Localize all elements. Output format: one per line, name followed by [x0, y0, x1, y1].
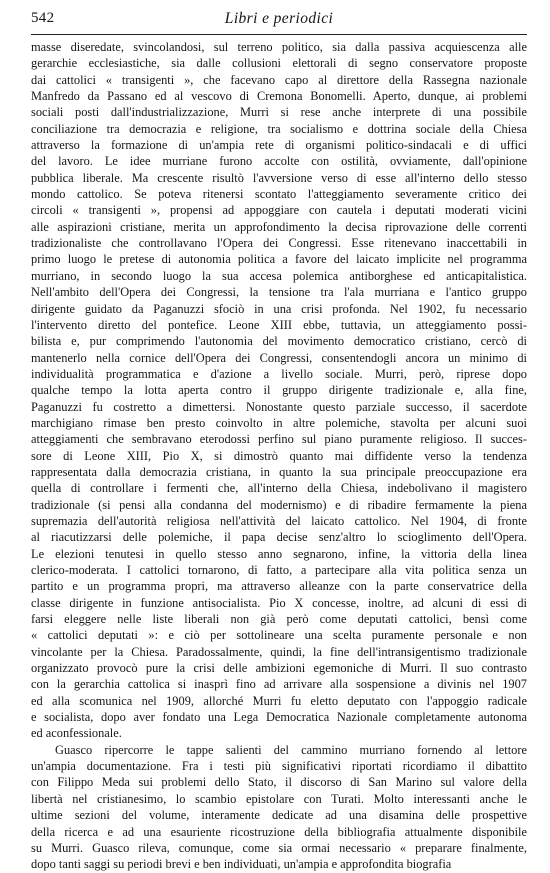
book-page: [31, 8, 527, 873]
text-line: un'ampia documentazione. Fra i testi più significativi riportati ricordiamo il dibattito: [31, 759, 527, 774]
text-line: della ricerca e ad una esauriente ricostruzione della bibliografia attualmente disponibile: [31, 824, 527, 839]
text-line: circoli « transigenti », propensi ad appoggiare con cautela i deputati moderati vicini: [31, 203, 527, 218]
text-line: classe dirigente in funzione antisocialista. Pio X concesse, inoltre, ad alcuni di essi di: [31, 595, 527, 610]
text-line: del lavoro. Le idee murriane furono accolte con ostilità, ovviamente, dall'opinione: [31, 154, 527, 169]
text-line: « cattolici deputati »: e ciò per sottolineare una scelta puramente personale e non: [31, 628, 527, 643]
text-line: dirigente guidato da Paganuzzi sfociò in una crisi profonda. Nel 1902, fu necessario: [31, 301, 527, 316]
body-text: [31, 39, 527, 873]
text-line: alle aspirazioni cristiane, merita un approfondimento la decisa riprovazione delle correnti: [31, 219, 527, 234]
text-line: con Filippo Meda sui problemi dello Stato, il discorso di San Marino sul valore della: [31, 775, 527, 790]
text-line: Manfredo da Passano ed al vescovo di Cremona Bonomelli. Aperto, dunque, ai problemi: [31, 89, 527, 104]
text-line: marchigiano rimase ben presto coinvolto in altre polemiche, stavolta per alcuni suoi: [31, 415, 527, 430]
text-line: Guasco ripercorre le tappe salienti del cammino murriano fornendo al lettore: [55, 742, 527, 757]
text-line: partito e un programma propri, ma attraverso alleanze con la parte conservatrice della: [31, 579, 527, 594]
text-line: mantenerlo nella cornice dell'Opera dei Congressi, consentendogli ancora un minimo di: [31, 350, 527, 365]
page-number: 542: [31, 10, 55, 26]
text-line: libertà nel cristianesimo, lo scambio epistolare con Turati. Molto interessanti anche le: [31, 791, 527, 806]
text-line: mondo cattolico. Se poteva ritenersi scontato l'atteggiamento severamente critico dei: [31, 187, 527, 202]
text-line: con la gerarchia cattolica si inasprì fino ad arrivare alla sospensione a divinis nel 1907: [31, 677, 527, 692]
text-line: dopo tanti saggi su periodi brevi e ben individuati, un'ampia e approfondita biografia: [31, 857, 452, 872]
text-line: supremazia dell'autorità religiosa nell'attività del laicato cattolico. Nel 1904, di fronte: [31, 513, 527, 528]
text-line: tradizionale (si pensi alla condanna del modernismo) e di ribadire fermamente la piena: [31, 497, 527, 512]
text-line: rappresentata dalla democrazia cristiana, in quanto la sua principale preoccupazione era: [31, 464, 527, 479]
text-line: l'intervento diretto del pontefice. Leone XIII ebbe, tuttavia, un atteggiamento possi-: [31, 317, 527, 332]
text-line: gerarchie ecclesiastiche, sia dalle collusioni elettorali di segno conservatore proposte: [31, 56, 527, 71]
text-line: quella di controllare i fermenti che, all'interno della Chiesa, indebolivano il magistero: [31, 481, 527, 496]
text-line: tradizionaliste che controllavano l'Opera dei Congressi. Esse ritenevano inaccettabili in: [31, 236, 527, 251]
text-line: organizzato provocò pure la crisi delle ambizioni egemoniche di Murri. Il suo contrasto: [31, 661, 527, 676]
text-line: al riacutizzarsi delle polemiche, il papa decise senz'altro lo scioglimento dell'Opera.: [31, 530, 527, 545]
text-line: ed alla scomunica nel 1909, allorché Murri fu eletto deputato con l'appoggio radicale: [31, 693, 527, 708]
running-title: Libri e periodici: [224, 10, 334, 27]
text-line: Le elezioni tenutesi in quello stesso anno segnarono, infine, la vittoria della linea: [31, 546, 527, 561]
text-line: dai cattolici « transigenti », che facevano capo al direttore della Rassegna nazionale: [31, 72, 527, 87]
text-line: individualità programmatica e d'azione a livello sociale. Murri, però, riprese dopo: [31, 366, 527, 381]
text-line: murriano, in secondo luogo la sua accesa polemica antiborghese ed anticapitalistica.: [31, 268, 527, 283]
text-line: vincolante per la Chiesa. Paradossalmente, quindi, la fine dell'intransigentismo tradizionale: [31, 644, 527, 659]
text-line: attraverso la formazione di un'ampia rete di organismi politico-sindacali e di uffici: [31, 138, 527, 153]
text-line: sore di Leone XIII, Pio X, si dimostrò quanto mai diffidente verso la tendenza: [31, 448, 527, 463]
text-line: clerico-moderata. I cattolici tornarono, di fatto, a partecipare alla vita politica senza un: [31, 563, 527, 577]
paragraph: [31, 39, 527, 742]
paragraph: [31, 742, 527, 873]
running-head: [31, 8, 527, 35]
text-line: e socialista, dopo aver fondato una Lega Democratica Nazionale completamente autonoma: [31, 710, 527, 725]
text-line: farsi eleggere nelle liste liberali non già però come deputati cattolici, bensì come: [31, 612, 527, 627]
text-line: Paganuzzi fu costretto a dimettersi. Nonostante questo parziale successo, il sacerdote: [31, 399, 527, 414]
text-line: sociali posti dall'industrializzazione, Murri si rese anche interprete di una possibile: [31, 105, 527, 120]
text-line: su Murri. Guasco rileva, comunque, come sia ormai necessario « preparare finalmente,: [31, 840, 527, 855]
text-line: atteggiamenti che sembravano eterodossi perfino sul piano puramente religioso. Il succes-: [31, 432, 527, 447]
text-line: ed aconfessionale.: [31, 726, 122, 741]
text-line: masse diseredate, svincolandosi, sul terreno politico, sia dalla passiva acquiescenza alle: [31, 40, 527, 54]
text-line: pubblica liberale. Ma crescente risultò l'avversione verso di esse all'interno dello stesso: [31, 170, 527, 185]
text-line: ultime sezioni del volume, interamente dedicate ad una disamina delle prospettive: [31, 808, 527, 823]
text-line: qualche tempo la lotta aperta contro il gruppo dirigente tradizionale e, alla fine,: [31, 383, 527, 398]
text-line: bilista e, pur comprimendo l'autonomia del movimento democratico cristiano, cercò di: [31, 334, 527, 349]
text-line: Nell'ambito dell'Opera dei Congressi, la tensione tra l'ala murriana e l'antico gruppo: [31, 285, 527, 300]
text-line: conciliazione tra democrazia e religione, tra socialismo e dottrina sociale della Chiesa: [31, 121, 527, 136]
text-line: primo luogo le pretese di autonomia politica a favore del laicato implicite nel programma: [31, 252, 527, 267]
